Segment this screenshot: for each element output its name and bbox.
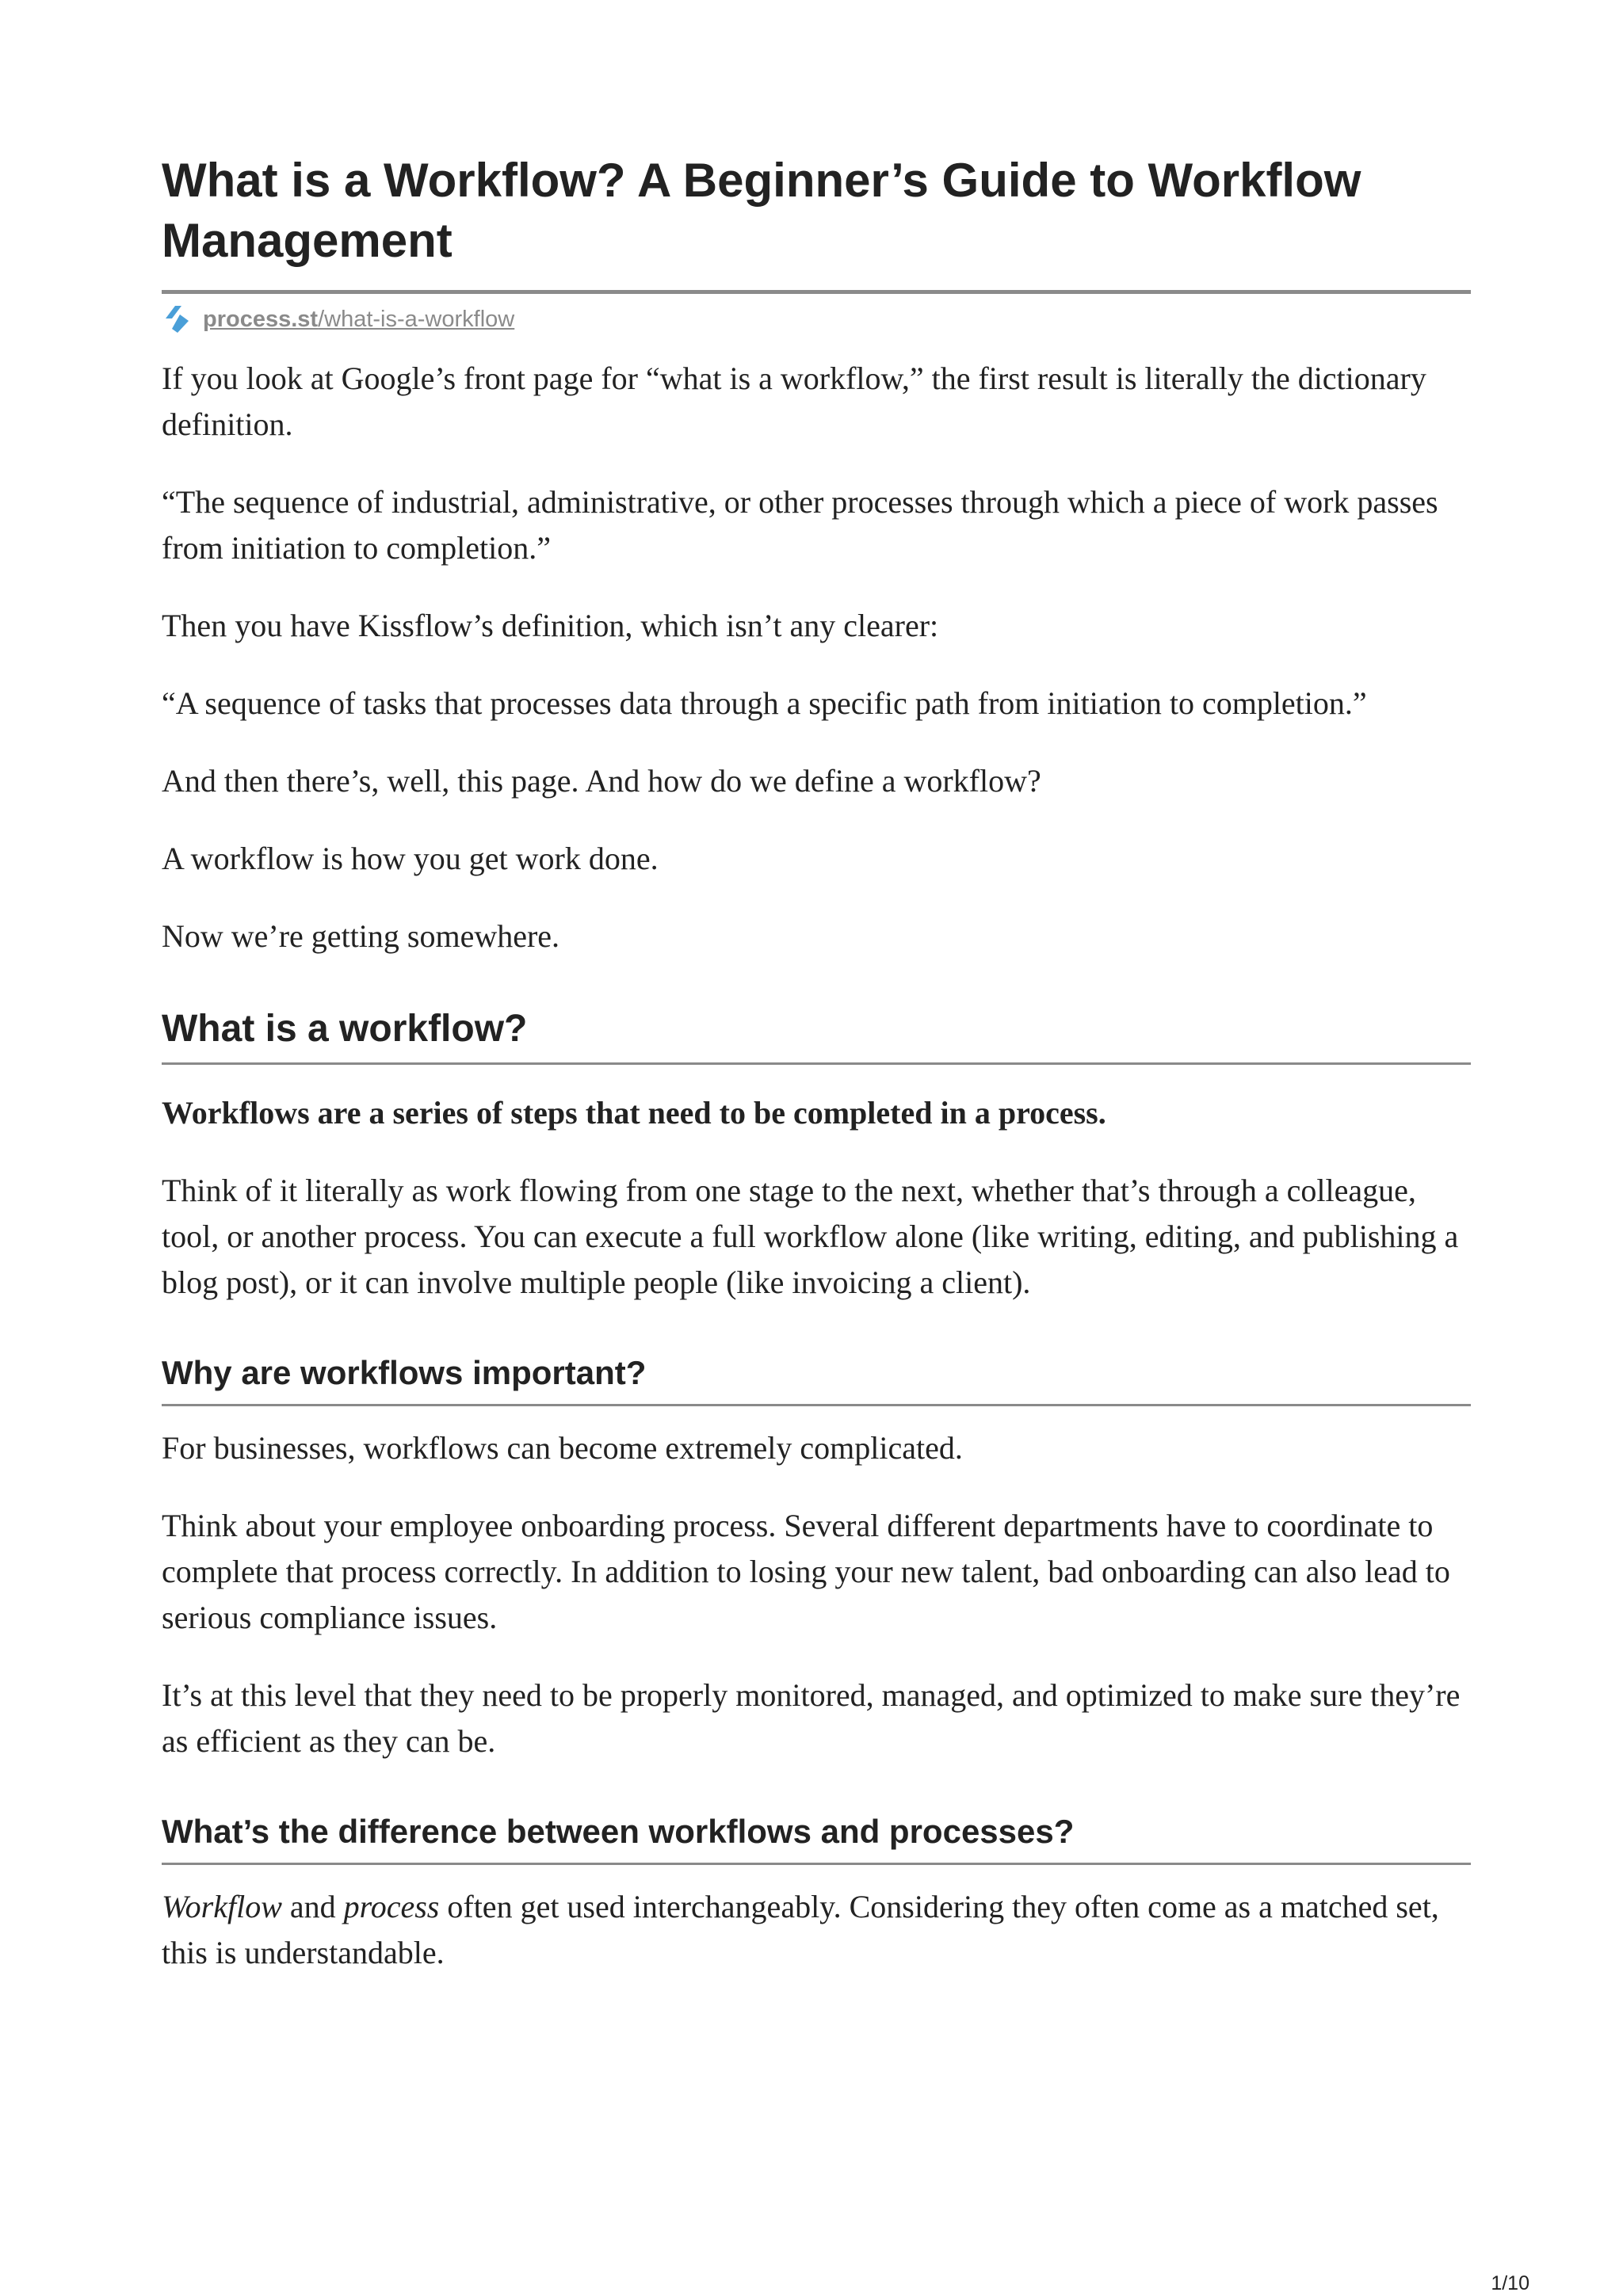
text-and: and <box>281 1889 344 1924</box>
source-link[interactable] <box>203 307 514 333</box>
section-paragraph: It’s at this level that they need to be properly monitored, managed, and optimized to make sure they’re as efficient as they can be. <box>162 1677 1461 1759</box>
intro-paragraph: A workflow is how you get work done. <box>162 841 659 876</box>
emphasis-workflow: Workflow <box>162 1889 282 1924</box>
article-body <box>162 356 1471 1976</box>
source-path: /what-is-a-workflow <box>318 306 515 332</box>
intro-paragraph: “The sequence of industrial, administrative, or other processes through which a piece of work passes from initiation to completion.” <box>162 484 1438 566</box>
section-paragraph <box>162 1884 1471 1976</box>
intro-paragraph: “A sequence of tasks that processes data through a specific path from initiation to completion.” <box>162 685 1367 721</box>
intro-paragraph: If you look at Google’s front page for “what is a workflow,” the first result is literally the dictionary definition. <box>162 360 1426 442</box>
section-paragraph: For businesses, workflows can become extremely complicated. <box>162 1430 963 1466</box>
page-number: 1/10 <box>1491 2272 1529 2294</box>
source-domain: process.st <box>203 306 319 332</box>
article <box>162 151 1471 2008</box>
section-paragraph: Think of it literally as work flowing from one stage to the next, whether that’s through a colleague, tool, or another process. You can execute a full workflow alone (like writing, editing, and publishing a blog post), or it can involve multiple people (like invoicing a client). <box>162 1173 1459 1300</box>
section-heading-why-important: Why are workflows important? <box>162 1352 1471 1406</box>
process-street-logo-icon <box>162 303 193 335</box>
emphasis-process: process <box>343 1889 440 1924</box>
source-link-row <box>162 303 1471 335</box>
intro-paragraph: And then there’s, well, this page. And how do we define a workflow? <box>162 763 1041 799</box>
section-lead: Workflows are a series of steps that need to be completed in a process. <box>162 1095 1106 1131</box>
section-heading-difference: What’s the difference between workflows and processes? <box>162 1810 1471 1865</box>
section-heading-what-is-workflow: What is a workflow? <box>162 1005 1471 1065</box>
section-paragraph: Think about your employee onboarding process. Several different departments have to coordinate to complete that process correctly. In addition to losing your new talent, bad onboarding can also lead to serious compliance issues. <box>162 1508 1450 1635</box>
intro-paragraph: Then you have Kissflow’s definition, which isn’t any clearer: <box>162 608 939 643</box>
text-rest: often get used interchangeably. Considering they often come as a matched set, this is understandable. <box>162 1889 1439 1970</box>
article-title: What is a Workflow? A Beginner’s Guide to Workflow Management <box>162 151 1471 294</box>
intro-paragraph: Now we’re getting somewhere. <box>162 918 560 954</box>
